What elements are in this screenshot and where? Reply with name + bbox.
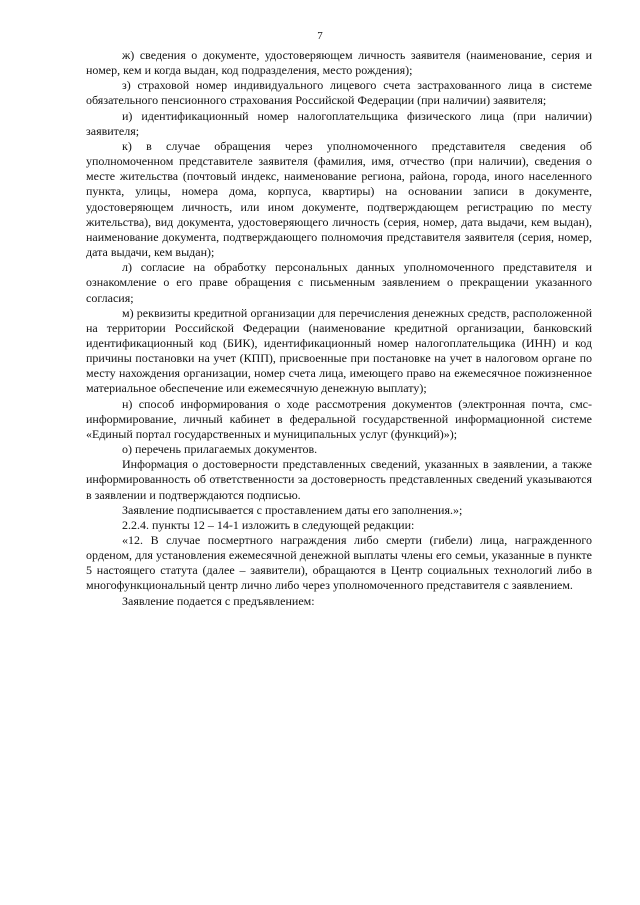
paragraph-amendment-2-2-4: 2.2.4. пункты 12 – 14-1 изложить в следующей редакции:	[122, 517, 415, 532]
paragraph-i: и) идентификационный номер налогоплательщика физического лица (при наличии) заявителя;	[86, 108, 592, 138]
paragraph-accuracy-info: Информация о достоверности представленных сведений, указанных в заявлении, а также информированность об ответственности за достоверность представленных сведений указываются в заявлении и подтверждаются подписью.	[86, 457, 592, 502]
document-body	[86, 48, 592, 609]
paragraph-z: з) страховой номер индивидуального лицевого счета застрахованного лица в системе обязательного пенсионного страхования Российской Федерации (при наличии) заявителя;	[86, 78, 592, 108]
paragraph-k: к) в случае обращения через уполномоченного представителя сведения об уполномоченном представителе заявителя (фамилия, имя, отчество (при наличии), сведения о месте жительства (почтовый индекс, наименование региона, района, города, иного населенного пункта, улицы, номера дома, корпуса, квартиры) на основании записи в документе, удостоверяющем личность, или ином документе, подтверждающем регистрацию по месту жительства), вид документа, удостоверяющего личность (серия, номер, дата выдачи, кем выдан), наименование документа, подтверждающего полномочия представителя заявителя (серия, номер, дата выдачи, кем выдан);	[86, 138, 592, 260]
paragraph-m: м) реквизиты кредитной организации для перечисления денежных средств, расположенной на территории Российской Федерации (наименование кредитной организации, банковский идентификационный код (БИК), идентификационный номер налогоплательщика (ИНН) и код причины постановки на учет (КПП), присвоенные при постановке на учет в налоговом органе по месту нахождения организации, номер счета лица, имеющего право на ежемесячное пожизненное материальное обеспечение или ежемесячную денежную выплату);	[86, 305, 592, 396]
paragraph-o: о) перечень прилагаемых документов.	[122, 442, 318, 457]
paragraph-zh: ж) сведения о документе, удостоверяющем личность заявителя (наименование, серия и номер, кем и когда выдан, код подразделения, место рождения);	[86, 48, 592, 78]
paragraph-signature: Заявление подписывается с проставлением даты его заполнения.»;	[122, 502, 463, 517]
paragraph-item-12: «12. В случае посмертного награждения либо смерти (гибели) лица, награжденного орденом, для установления ежемесячной денежной выплаты члены его семьи, указанные в пункте 5 настоящего статута (далее – заявители), обращаются в Центр социальных технологий либо в многофункциональный центр лично либо через уполномоченного представителя с заявлением.	[86, 533, 592, 593]
paragraph-l: л) согласие на обработку персональных данных уполномоченного представителя и ознакомление о его праве обращения с письменным заявлением о прекращении указанного согласия;	[86, 260, 592, 305]
page-number: 7	[317, 30, 323, 42]
paragraph-n: н) способ информирования о ходе рассмотрения документов (электронная почта, смс-информирование, личный кабинет в федеральной государственной информационной системе «Единый портал государственных и муниципальных услуг (функций)»);	[86, 396, 592, 441]
paragraph-application-submission: Заявление подается с предъявлением:	[122, 593, 315, 608]
